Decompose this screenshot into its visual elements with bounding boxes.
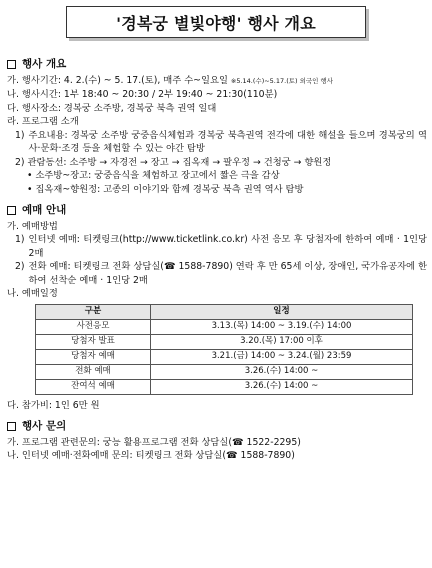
program-label: 라. 프로그램 소개 — [7, 116, 79, 127]
table-cell: 당첨자 발표 — [36, 334, 151, 349]
schedule-label: 나. 예매일정 — [7, 288, 58, 299]
section-title: 예매 안내 — [22, 204, 67, 216]
tour-route: 2) 관람동선: 소주방 → 자경전 → 장고 → 집옥재 → 팔우정 → 건청궁 → 향원정 — [15, 156, 332, 168]
column-header: 구분 — [36, 304, 151, 319]
inquiry-ticket: 나. 인터넷 예매·전화예매 문의: 티켓링크 전화 상담실(☎ 1588-7890) — [7, 450, 295, 461]
table-row — [36, 319, 413, 334]
participation-fee: 다. 참가비: 1인 6만 원 — [7, 399, 100, 411]
event-period — [7, 74, 427, 89]
route-bullet: • 소주방~장고: 궁중음식을 체험하고 장고에서 짧은 극을 감상 — [27, 170, 280, 181]
route-bullet: • 집옥재~향원정: 고종의 이야기와 함께 경복궁 북측 권역 역사 탐방 — [27, 183, 304, 195]
table-cell: 전화 예매 — [36, 364, 151, 379]
table-row — [36, 334, 413, 349]
table-cell: 3.20.(목) 17:00 이후 — [151, 334, 413, 349]
table-cell: 3.21.(금) 14:00 ~ 3.24.(월) 23:59 — [151, 349, 413, 364]
online-reservation-text: 인터넷 예매: 티켓링크(http://www.ticketlink.co.kr) 사전 응모 후 당첨자에 한하여 예매 ‧ 1인당 2매 — [28, 234, 427, 259]
item-number: 2) — [15, 261, 25, 272]
program-content — [7, 129, 427, 156]
table-header-row — [36, 304, 413, 319]
event-time: 나. 행사시간: 1부 18:40 ~ 20:30 / 2부 19:40 ~ 21:30(110분) — [7, 89, 278, 100]
event-period-text: 가. 행사기간: 4. 2.(수) ~ 5. 17.(토), 매주 수~일요일 — [7, 74, 228, 86]
square-bullet-icon — [7, 206, 16, 215]
phone-reservation-text: 전화 예매: 티켓링크 전화 상담실(☎ 1588-7890) 연락 후 만 65세 이상, 장애인, 국가유공자에 한하여 선착순 예매 ‧ 1인당 2매 — [28, 261, 427, 286]
program-content-text: 주요내용: 경복궁 소주방 궁중음식체험과 경복궁 북측권역 전각에 대한 해설을 들으며 경복궁의 역사·문화·조경 등을 체험할 수 있는 야간 탐방 — [28, 129, 427, 154]
table-cell: 당첨자 예매 — [36, 349, 151, 364]
table-cell: 3.26.(수) 14:00 ~ — [151, 364, 413, 379]
section-reservation-heading — [7, 204, 427, 218]
table-cell: 3.13.(목) 14:00 ~ 3.19.(수) 14:00 — [151, 319, 413, 334]
table-row — [36, 349, 413, 364]
event-period-note: ※5.14.(수)~5.17.(토) 외국인 행사 — [230, 76, 334, 85]
page-title: '경복궁 별빛야행' 행사 개요 — [116, 13, 316, 33]
inquiry-program: 가. 프로그램 관련문의: 궁능 활용프로그램 전화 상담실(☎ 1522-2295) — [7, 436, 301, 448]
event-place: 다. 행사장소: 경복궁 소주방, 경복궁 북측 권역 일대 — [7, 102, 217, 114]
table-cell: 사전응모 — [36, 319, 151, 334]
column-header: 일정 — [151, 304, 413, 319]
online-reservation — [7, 233, 427, 260]
document-body — [7, 58, 427, 463]
schedule-table — [35, 304, 413, 395]
table-cell: 3.26.(수) 14:00 ~ — [151, 379, 413, 394]
table-cell: 잔여석 예매 — [36, 379, 151, 394]
section-title: 행사 개요 — [22, 58, 67, 70]
table-row — [36, 379, 413, 394]
title-box — [66, 6, 366, 38]
section-inquiry-heading — [7, 420, 427, 434]
section-title: 행사 문의 — [22, 420, 67, 432]
square-bullet-icon — [7, 422, 16, 431]
item-number: 1) — [15, 129, 25, 141]
section-overview-heading — [7, 58, 427, 72]
method-label: 가. 예매방법 — [7, 220, 58, 232]
item-number: 1) — [15, 234, 25, 245]
table-row — [36, 364, 413, 379]
square-bullet-icon — [7, 60, 16, 69]
phone-reservation — [7, 260, 427, 287]
